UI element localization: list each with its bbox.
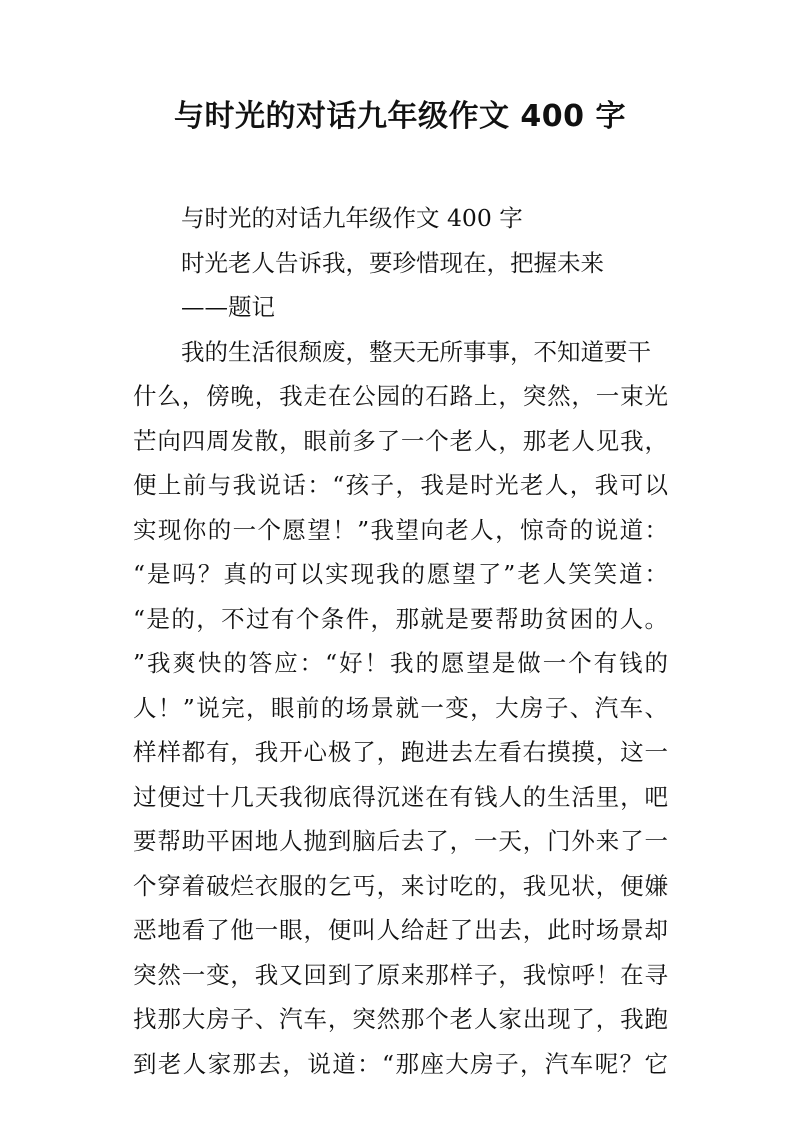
paragraph-line: ”我爽快的答应：“好！我的愿望是做一个有钱的 [133,649,668,677]
paragraph-line: 个穿着破烂衣服的乞丐，来讨吃的，我见状，便嫌 [133,871,668,900]
document-body [133,196,668,1086]
paragraph-line: 突然一变，我又回到了原来那样子，我惊呼！在寻 [133,960,668,989]
paragraph-line: 实现你的一个愿望！”我望向老人，惊奇的说道： [133,515,668,544]
paragraph-line: 什么，傍晚，我走在公园的石路上，突然，一束光 [133,382,668,410]
document-title: 与时光的对话九年级作文 400 字 [173,99,626,134]
paragraph-line: 人！”说完，眼前的场景就一变，大房子、汽车、 [133,693,668,722]
paragraph-line: “是的，不过有个条件，那就是要帮助贫困的人。 [133,604,668,633]
paragraph-line: 芒向四周发散，眼前多了一个老人，那老人见我， [133,426,668,455]
paragraph-line: 便上前与我说话：“孩子，我是时光老人，我可以 [133,471,668,499]
paragraph-line: 过便过十几天我彻底得沉迷在有钱人的生活里，吧 [133,782,668,811]
intro-line: 与时光的对话九年级作文 400 字 [181,204,523,232]
paragraph-line: “是吗？真的可以实现我的愿望了”老人笑笑道： [133,560,668,588]
paragraph-line: 找那大房子、汽车，突然那个老人家出现了，我跑 [133,1005,668,1033]
intro-line: ——题记 [181,293,275,321]
paragraph-line: 到老人家那去，说道：“那座大房子，汽车呢？它 [133,1049,668,1078]
paragraph-line: 样样都有，我开心极了，跑进去左看右摸摸，这一 [133,738,668,766]
intro-line: 时光老人告诉我，要珍惜现在，把握未来 [181,248,604,277]
paragraph-line: 要帮助平困地人抛到脑后去了，一天，门外来了一 [133,827,668,855]
paragraph-line: 恶地看了他一眼，便叫人给赶了出去，此时场景却 [133,916,668,944]
paragraph-line: 我的生活很颓废，整天无所事事，不知道要干 [181,337,651,366]
